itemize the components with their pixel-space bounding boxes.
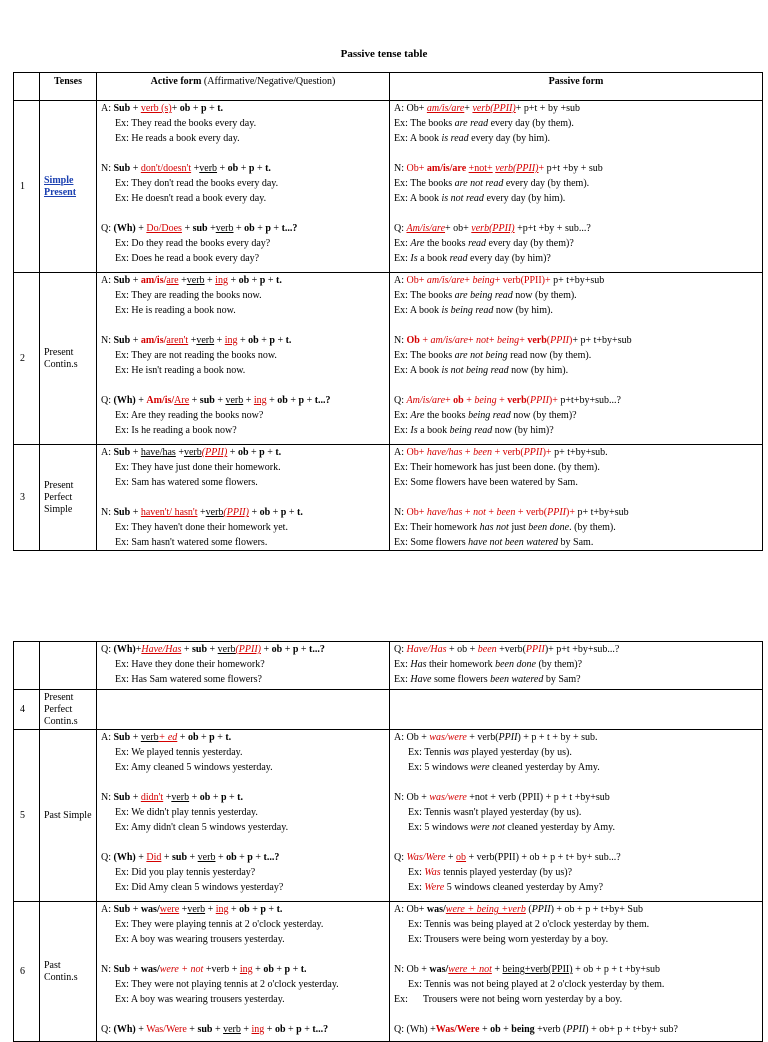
passive-line: Ex: A book is not read every day (by him).: [394, 193, 566, 204]
passive-line: Ex: Some flowers have not been watered by Sam.: [394, 537, 594, 548]
passive-line: Ex: Tennis was being played at 2 o'clock yesterday by them.: [408, 919, 650, 930]
active-line: Q: (Wh) + Did + sub + verb + ob + p + t...?: [101, 852, 280, 863]
row-number: 1: [14, 101, 40, 273]
passive-form-cell: [390, 445, 763, 551]
active-form-cell: [97, 902, 390, 1042]
passive-line: Ex: A book is read every day (by him).: [394, 133, 551, 144]
active-line: A: Sub + am/is/are +verb + ing + ob + p + t.: [101, 275, 282, 286]
active-line: Ex: They read the books every day.: [115, 118, 257, 129]
passive-form-cell: [390, 273, 763, 445]
passive-line: Ex: Trousers were not being worn yesterday by a boy.: [394, 994, 623, 1005]
active-line: Q: (Wh) + Do/Does + sub +verb + ob + p + t...?: [101, 223, 298, 234]
number-column-header: [14, 73, 40, 101]
passive-line: Q: Have/Has + ob + been +verb(PPII)+ p+t +by+sub...?: [394, 644, 620, 655]
active-line: N: Sub + don't/doesn't +verb + ob + p + t.: [101, 163, 271, 174]
row-number: 6: [14, 902, 40, 1042]
active-line: Ex: We didn't play tennis yesterday.: [115, 807, 258, 818]
passive-line: Ex: Was tennis played yesterday (by us)?: [408, 867, 573, 878]
passive-line: A: Ob+ have/has + been + verb(PPII)+ p+ t+by+sub.: [394, 447, 608, 458]
active-line: Ex: Is he reading a book now?: [115, 425, 237, 436]
passive-line: N: Ob + was/were + not + being+verb(PPII) + ob + p + t +by+sub: [394, 964, 660, 975]
passive-line: Ex: Their homework has just been done. (by them).: [394, 462, 600, 473]
passive-column-header: Passive form: [390, 73, 763, 101]
passive-line: Ex: Is a book read every day (by him)?: [394, 253, 551, 264]
active-line: Q: (Wh) + Was/Were + sub + verb + ing + ob + p + t...?: [101, 1024, 329, 1035]
active-line: A: Sub + have/has +verb(PPII) + ob + p + t.: [101, 447, 282, 458]
row-number: 2: [14, 273, 40, 445]
active-line: Ex: We played tennis yesterday.: [115, 747, 243, 758]
active-line: Ex: They are reading the books now.: [115, 290, 262, 301]
active-line: Ex: He doesn't read a book every day.: [115, 193, 267, 204]
active-line: A: Sub + was/were +verb + ing + ob + p + t.: [101, 904, 283, 915]
table-row: [14, 730, 763, 902]
table-row: [14, 902, 763, 1042]
table-row: [14, 642, 763, 690]
active-line: Ex: Sam hasn't watered some flowers.: [115, 537, 268, 548]
passive-line: Ex: 5 windows were not cleaned yesterday by Amy.: [408, 822, 616, 833]
table-row: [14, 273, 763, 445]
active-line: Ex: Did Amy clean 5 windows yesterday?: [115, 882, 284, 893]
passive-line: N: Ob + am/is/are+ not+ being+ verb(PPII)+ p+ t+by+sub: [394, 335, 632, 346]
passive-line: A: Ob+ was/were + being +verb (PPII) + ob + p + t+by+ Sub: [394, 904, 643, 915]
active-line: Ex: Are they reading the books now?: [115, 410, 264, 421]
active-line: Ex: Amy cleaned 5 windows yesterday.: [115, 762, 273, 773]
passive-line: A: Ob+ am/is/are+ being+ verb(PPII)+ p+ t+by+sub: [394, 275, 605, 286]
active-line: Ex: Do they read the books every day?: [115, 238, 271, 249]
tense-name: Past Contin.s: [40, 902, 97, 1042]
passive-line: Ex: A book is not being read now (by him).: [394, 365, 569, 376]
active-form-cell: [97, 445, 390, 551]
page-title: Passive tense table: [340, 48, 428, 60]
active-form-cell: [97, 101, 390, 273]
passive-line: A: Ob+ am/is/are+ verb(PPII)+ p+t + by +sub: [394, 103, 580, 114]
passive-form-cell: [390, 101, 763, 273]
active-line: Ex: A boy was wearing trousers yesterday.: [115, 934, 285, 945]
passive-line: Ex: Have some flowers been watered by Sam?: [394, 674, 581, 685]
tense-name: Present Perfect Simple: [40, 445, 97, 551]
passive-tense-table-part-2: [13, 641, 763, 1042]
passive-line: Q: Was/Were + ob + verb(PPII) + ob + p + t+ by+ sub...?: [394, 852, 621, 863]
passive-line: Ex: Is a book being read now (by him)?: [394, 425, 554, 436]
active-line: Ex: They have just done their homework.: [115, 462, 281, 473]
row-number: 5: [14, 730, 40, 902]
passive-line: Ex: Some flowers have been watered by Sam.: [394, 477, 578, 488]
passive-line: Ex: The books are being read now (by them).: [394, 290, 577, 301]
passive-line: Ex: Were 5 windows cleaned yesterday by Amy?: [408, 882, 604, 893]
table-header-row: [14, 73, 763, 101]
passive-line: Ex: Their homework has not just been done. (by them).: [394, 522, 616, 533]
passive-line: Ex: Tennis was played yesterday (by us).: [408, 747, 572, 758]
active-line: Ex: Has Sam watered some flowers?: [115, 674, 262, 685]
table-row: [14, 690, 763, 730]
passive-line: N: Ob + was/were +not + verb (PPII) + p + t +by+sub: [394, 792, 610, 803]
active-form-cell: [97, 273, 390, 445]
active-line: Q: (Wh)+Have/Has + sub + verb(PPII) + ob + p + t...?: [101, 644, 325, 655]
tense-name: Past Simple: [40, 730, 97, 902]
passive-line: Ex: Has their homework been done (by them)?: [394, 659, 583, 670]
active-line: A: Sub + verb (s)+ ob + p + t.: [101, 103, 224, 114]
tenses-column-header: Tenses: [40, 73, 97, 101]
active-line: Ex: Sam has watered some flowers.: [115, 477, 258, 488]
passive-line: Ex: Tennis was not being played at 2 o'clock yesterday by them.: [408, 979, 665, 990]
passive-line: Q: Am/is/are+ ob + being + verb(PPII)+ p+t+by+sub...?: [394, 395, 621, 406]
active-line: Ex: He isn't reading a book now.: [115, 365, 246, 376]
passive-line: Ex: Are the books read every day (by them)?: [394, 238, 574, 249]
passive-line: Ex: Trousers were being worn yesterday by a boy.: [408, 934, 609, 945]
active-line: Ex: He is reading a book now.: [115, 305, 236, 316]
passive-tense-table-part-1: [13, 72, 763, 551]
row-number: [14, 642, 40, 690]
active-line: N: Sub + am/is/aren't +verb + ing + ob + p + t.: [101, 335, 292, 346]
passive-line: Ex: Tennis wasn't played yesterday (by us).: [408, 807, 582, 818]
active-line: Ex: A boy was wearing trousers yesterday.: [115, 994, 285, 1005]
passive-form-cell: [390, 902, 763, 1042]
active-line: Ex: Does he read a book every day?: [115, 253, 260, 264]
active-form-cell: [97, 642, 390, 690]
table-row: [14, 445, 763, 551]
active-line: Ex: They were not playing tennis at 2 o'clock yesterday.: [115, 979, 339, 990]
active-line: A: Sub + verb+ ed + ob + p + t.: [101, 732, 232, 743]
passive-line: Ex: Are the books being read now (by them)?: [394, 410, 577, 421]
passive-form-cell: [390, 642, 763, 690]
active-line: Ex: They don't read the books every day.: [115, 178, 279, 189]
tense-name: [40, 642, 97, 690]
passive-line: Q: Am/is/are+ ob+ verb(PPII) +p+t +by + sub...?: [394, 223, 591, 234]
active-line: Ex: Did you play tennis yesterday?: [115, 867, 256, 878]
passive-form-cell: [390, 730, 763, 902]
passive-form-cell: [390, 690, 763, 730]
passive-line: Ex: A book is being read now (by him).: [394, 305, 553, 316]
passive-line: N: Ob+ am/is/are +not+ verb(PPII)+ p+t +by + sub: [394, 163, 603, 174]
tense-name: [40, 101, 97, 273]
passive-line: Ex: 5 windows were cleaned yesterday by Amy.: [408, 762, 600, 773]
active-line: Ex: Amy didn't clean 5 windows yesterday.: [115, 822, 289, 833]
passive-line: Ex: The books are not being read now (by them).: [394, 350, 592, 361]
active-line: Ex: They were playing tennis at 2 o'clock yesterday.: [115, 919, 324, 930]
active-line: Ex: They haven't done their homework yet.: [115, 522, 288, 533]
active-form-cell: [97, 690, 390, 730]
table-row: [14, 101, 763, 273]
passive-line: Q: (Wh) +Was/Were + ob + being +verb (PPII) + ob+ p + t+by+ sub?: [394, 1024, 678, 1035]
passive-line: Ex: The books are not read every day (by them).: [394, 178, 590, 189]
passive-line: A: Ob + was/were + verb(PPII) + p + t + by + sub.: [394, 732, 598, 743]
active-line: N: Sub + haven't/ hasn't +verb(PPII) + ob + p + t.: [101, 507, 303, 518]
active-line: Ex: They are not reading the books now.: [115, 350, 277, 361]
tense-name: Present Perfect Contin.s: [40, 690, 97, 730]
active-form-cell: [97, 730, 390, 902]
active-line: N: Sub + didn't +verb + ob + p + t.: [101, 792, 243, 803]
active-line: Ex: He reads a book every day.: [115, 133, 240, 144]
passive-line: N: Ob+ have/has + not + been + verb(PPII)+ p+ t+by+sub: [394, 507, 629, 518]
row-number: 4: [14, 690, 40, 730]
passive-line: Ex: The books are read every day (by them).: [394, 118, 574, 129]
active-line: Q: (Wh) + Am/is/Are + sub + verb + ing + ob + p + t...?: [101, 395, 331, 406]
active-column-header: Active form (Affirmative/Negative/Question): [97, 73, 390, 101]
active-line: Ex: Have they done their homework?: [115, 659, 265, 670]
tense-name: Present Contin.s: [40, 273, 97, 445]
row-number: 3: [14, 445, 40, 551]
simple-present-link[interactable]: Simple Present: [44, 174, 77, 198]
active-line: N: Sub + was/were + not +verb + ing + ob + p + t.: [101, 964, 307, 975]
